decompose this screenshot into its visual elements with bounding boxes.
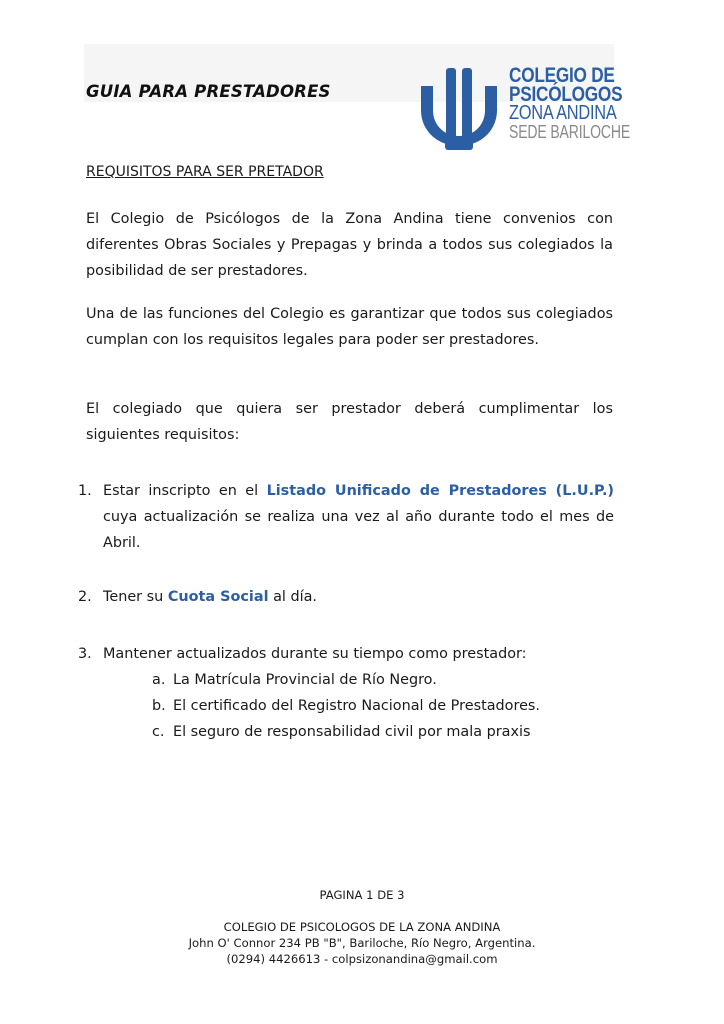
sub-item-letter: c. bbox=[152, 724, 165, 740]
footer-org: COLEGIO DE PSICOLOGOS DE LA ZONA ANDINA bbox=[223, 920, 501, 934]
logo-line-2: PSICÓLOGOS bbox=[509, 83, 623, 106]
cuota-social-link[interactable]: Cuota Social bbox=[167, 589, 269, 605]
item-number: 3. bbox=[78, 646, 92, 662]
footer-contact: (0294) 4426613 - colpsizonandina@gmail.com bbox=[226, 952, 498, 966]
item-text bbox=[103, 584, 614, 610]
logo-line-3: ZONA ANDINA bbox=[509, 102, 617, 124]
logo-line-4: SEDE BARILOCHE bbox=[509, 122, 631, 142]
sub-item-letter: b. bbox=[152, 698, 166, 714]
paragraph: El Colegio de Psicólogos de la Zona Andina tiene convenios con diferentes Obras Sociales y Prepagas y brinda a todos sus colegiados la posibilidad de ser prestadores. bbox=[86, 211, 613, 279]
sub-item-text: El seguro de responsabilidad civil por mala praxis bbox=[173, 724, 531, 740]
section-heading: REQUISITOS PARA SER PRETADOR bbox=[86, 164, 324, 180]
paragraph: El colegiado que quiera ser prestador deberá cumplimentar los siguientes requisitos: bbox=[86, 401, 613, 443]
page-number: PAGINA 1 DE 3 bbox=[319, 888, 405, 902]
footer-address: John O' Connor 234 PB "B", Bariloche, Río Negro, Argentina. bbox=[188, 936, 536, 950]
psi-logo-icon bbox=[417, 66, 501, 152]
sub-item-letter: a. bbox=[152, 672, 166, 688]
logo-text bbox=[509, 66, 664, 142]
sub-item-text: El certificado del Registro Nacional de Prestadores. bbox=[173, 698, 540, 714]
paragraph: Una de las funciones del Colegio es garantizar que todos sus colegiados cumplan con los requisitos legales para poder ser prestadores. bbox=[86, 306, 613, 348]
logo bbox=[417, 64, 631, 152]
item-text: Mantener actualizados durante su tiempo como prestador: bbox=[103, 646, 527, 662]
document-title: GUIA PARA PRESTADORES bbox=[86, 82, 331, 101]
logo-line-1: COLEGIO DE bbox=[509, 64, 615, 87]
lup-link[interactable]: Listado Unificado de Prestadores (L.U.P.) bbox=[266, 483, 614, 499]
item-text-before: Estar inscripto en el bbox=[103, 483, 267, 499]
item-text-after: al día. bbox=[268, 589, 318, 605]
sub-item-text: La Matrícula Provincial de Río Negro. bbox=[173, 672, 437, 688]
item-number: 1. bbox=[78, 483, 92, 499]
item-text-before: Tener su bbox=[103, 589, 168, 605]
item-number: 2. bbox=[78, 589, 92, 605]
item-text bbox=[103, 478, 614, 556]
item-text-after: cuya actualización se realiza una vez al año durante todo el mes de Abril. bbox=[103, 509, 614, 551]
